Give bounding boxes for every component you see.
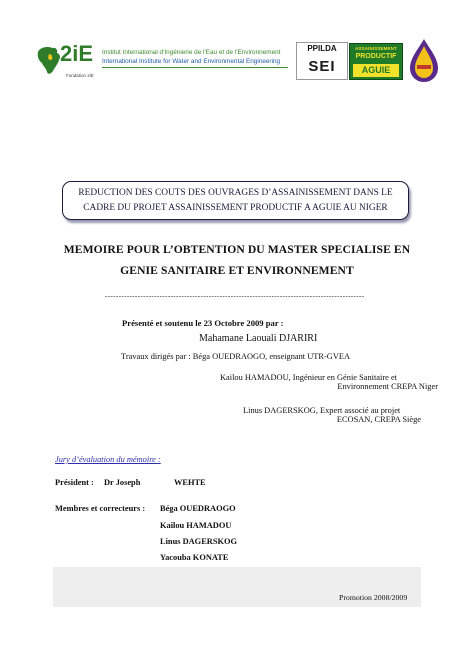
supervisor-2-line1: Kailou HAMADOU, Ingénieur en Génie Sanitaire et	[220, 373, 397, 382]
author-name: Mahamane Laouali DJARIRI	[199, 333, 318, 344]
assainissement-productif-logo	[349, 43, 403, 80]
2ie-rule	[102, 67, 288, 68]
supervisor-2	[220, 373, 438, 391]
apa-line2: PRODUCTIF	[355, 53, 397, 60]
water-drop-logo-icon	[407, 38, 441, 84]
supervisor-3	[243, 406, 421, 424]
president-surname: WEHTE	[174, 478, 206, 487]
supervisor-3-line2: ECOSAN, CREPA Siège	[336, 415, 421, 424]
members-label: Membres et correcteurs :	[55, 504, 146, 513]
jury-member: Béga OUEDRAOGO	[160, 504, 236, 513]
presentation-date: Présenté et soutenu le 23 Octobre 2009 par :	[122, 318, 284, 328]
ppilda-sei-logo	[296, 42, 348, 80]
2ie-logo	[34, 42, 304, 80]
jury-heading: Jury d’évaluation du mémoire :	[55, 455, 161, 464]
2ie-wordmark: 2iE	[60, 41, 94, 66]
jury-member: Yacouba KONATE	[160, 553, 229, 562]
president-name: Dr Joseph	[104, 478, 141, 487]
promotion-year: Promotion 2008/2009	[339, 593, 408, 602]
2ie-name-french: Institut International d'Ingénierie de l'Eau et de l'Environnement	[102, 49, 281, 56]
separator-line: -----------------------------------------------------------------------------------------------	[105, 292, 365, 300]
jury-member: Linus DAGERSKOG	[160, 537, 238, 546]
ppilda-label: PPILDA	[307, 44, 337, 53]
apa-line3: AGUIE	[353, 64, 399, 77]
supervisor-3-line1: Linus DAGERSKOG, Expert associé au projet	[243, 406, 401, 415]
sei-label: SEI	[308, 58, 336, 75]
2ie-name-english: International Institute for Water and Environmental Engineering	[102, 58, 281, 65]
thesis-title-line2: CADRE DU PROJET ASSAINISSEMENT PRODUCTIF A AGUIE AU NIGER	[83, 203, 388, 213]
supervisor-1: Travaux dirigés par : Béga OUEDRAOGO, enseignant UTR-GVEA	[121, 352, 351, 361]
president-label: Président :	[55, 478, 94, 487]
2ie-fondation: Fondation 2iE	[66, 73, 94, 78]
supervisor-2-line2: Environnement CREPA Niger	[337, 382, 438, 391]
thesis-title-box	[62, 181, 409, 220]
degree-heading-line2: GENIE SANITAIRE ET ENVIRONNEMENT	[120, 264, 354, 277]
jury-member: Kailou HAMADOU	[160, 521, 232, 530]
thesis-title-line1: REDUCTION DES COUTS DES OUVRAGES D’ASSAINISSEMENT DANS LE	[78, 188, 393, 198]
degree-heading-line1: MEMOIRE POUR L’OBTENTION DU MASTER SPECIALISE EN	[63, 243, 411, 256]
apa-line1: ASSAINISSEMENT	[355, 46, 397, 51]
